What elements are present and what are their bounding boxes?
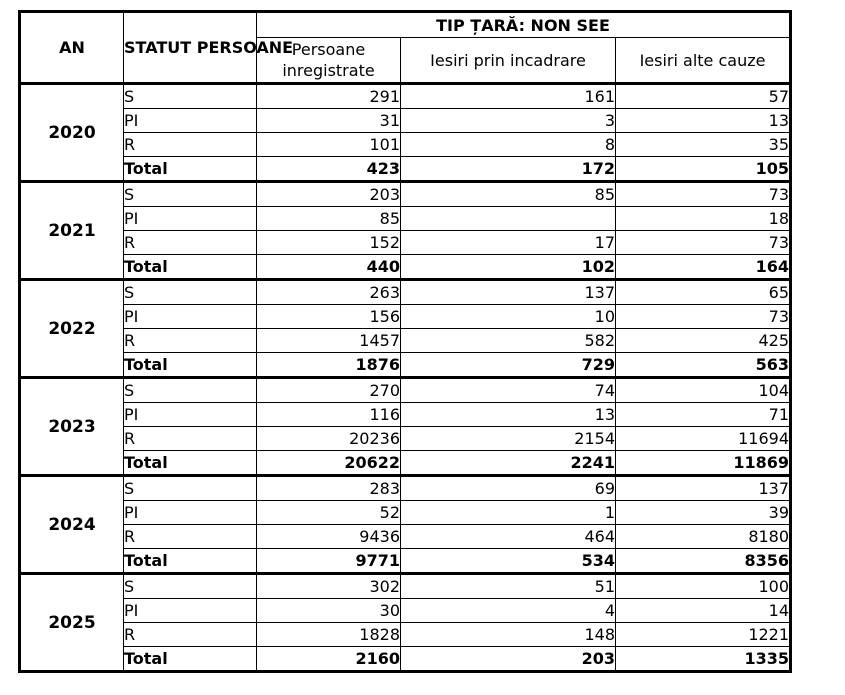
other-exits-cell: 11869 bbox=[616, 451, 791, 476]
table-row bbox=[20, 109, 791, 133]
status-cell: S bbox=[124, 378, 257, 403]
registered-cell: 152 bbox=[257, 231, 401, 255]
table-row bbox=[20, 403, 791, 427]
employment-exits-cell: 582 bbox=[401, 329, 616, 353]
registered-cell: 156 bbox=[257, 305, 401, 329]
registered-cell: 291 bbox=[257, 84, 401, 109]
other-exits-cell: 39 bbox=[616, 501, 791, 525]
registered-cell: 1457 bbox=[257, 329, 401, 353]
employment-exits-cell: 51 bbox=[401, 574, 616, 599]
registered-cell: 2160 bbox=[257, 647, 401, 672]
year-cell: 2023 bbox=[20, 378, 124, 476]
status-cell: R bbox=[124, 133, 257, 157]
statistics-table bbox=[18, 10, 792, 673]
employment-exits-cell: 148 bbox=[401, 623, 616, 647]
status-cell: R bbox=[124, 623, 257, 647]
registered-cell: 302 bbox=[257, 574, 401, 599]
status-cell: PI bbox=[124, 599, 257, 623]
other-exits-cell: 35 bbox=[616, 133, 791, 157]
status-cell: Total bbox=[124, 549, 257, 574]
table-total-row bbox=[20, 647, 791, 672]
registered-cell: 283 bbox=[257, 476, 401, 501]
table-row bbox=[20, 525, 791, 549]
other-exits-cell: 164 bbox=[616, 255, 791, 280]
status-cell: PI bbox=[124, 403, 257, 427]
year-cell: 2021 bbox=[20, 182, 124, 280]
other-exits-cell: 18 bbox=[616, 207, 791, 231]
table-row bbox=[20, 574, 791, 599]
table-row bbox=[20, 305, 791, 329]
registered-cell: 440 bbox=[257, 255, 401, 280]
employment-exits-cell: 85 bbox=[401, 182, 616, 207]
employment-exits-cell: 2241 bbox=[401, 451, 616, 476]
registered-cell: 1828 bbox=[257, 623, 401, 647]
header-other-exits: Iesiri alte cauze bbox=[616, 38, 791, 84]
other-exits-cell: 8356 bbox=[616, 549, 791, 574]
registered-cell: 101 bbox=[257, 133, 401, 157]
registered-cell: 52 bbox=[257, 501, 401, 525]
table-row bbox=[20, 207, 791, 231]
table-row bbox=[20, 378, 791, 403]
other-exits-cell: 563 bbox=[616, 353, 791, 378]
header-an: AN bbox=[20, 12, 124, 84]
status-cell: R bbox=[124, 231, 257, 255]
employment-exits-cell: 729 bbox=[401, 353, 616, 378]
other-exits-cell: 14 bbox=[616, 599, 791, 623]
status-cell: Total bbox=[124, 647, 257, 672]
other-exits-cell: 73 bbox=[616, 182, 791, 207]
table-row bbox=[20, 182, 791, 207]
employment-exits-cell: 13 bbox=[401, 403, 616, 427]
employment-exits-cell bbox=[401, 207, 616, 231]
employment-exits-cell: 69 bbox=[401, 476, 616, 501]
status-cell: Total bbox=[124, 451, 257, 476]
registered-cell: 1876 bbox=[257, 353, 401, 378]
status-cell: R bbox=[124, 525, 257, 549]
status-cell: PI bbox=[124, 207, 257, 231]
table-row bbox=[20, 133, 791, 157]
table-row bbox=[20, 476, 791, 501]
other-exits-cell: 137 bbox=[616, 476, 791, 501]
table-row bbox=[20, 623, 791, 647]
registered-cell: 9771 bbox=[257, 549, 401, 574]
table-total-row bbox=[20, 353, 791, 378]
table-body bbox=[20, 84, 791, 672]
status-cell: Total bbox=[124, 255, 257, 280]
employment-exits-cell: 137 bbox=[401, 280, 616, 305]
registered-cell: 85 bbox=[257, 207, 401, 231]
registered-cell: 9436 bbox=[257, 525, 401, 549]
table-row bbox=[20, 84, 791, 109]
table-row bbox=[20, 501, 791, 525]
other-exits-cell: 73 bbox=[616, 305, 791, 329]
table-total-row bbox=[20, 255, 791, 280]
status-cell: PI bbox=[124, 501, 257, 525]
other-exits-cell: 104 bbox=[616, 378, 791, 403]
status-cell: S bbox=[124, 476, 257, 501]
employment-exits-cell: 464 bbox=[401, 525, 616, 549]
registered-cell: 20236 bbox=[257, 427, 401, 451]
other-exits-cell: 1221 bbox=[616, 623, 791, 647]
employment-exits-cell: 4 bbox=[401, 599, 616, 623]
other-exits-cell: 105 bbox=[616, 157, 791, 182]
table-total-row bbox=[20, 157, 791, 182]
other-exits-cell: 73 bbox=[616, 231, 791, 255]
other-exits-cell: 425 bbox=[616, 329, 791, 353]
employment-exits-cell: 74 bbox=[401, 378, 616, 403]
year-cell: 2024 bbox=[20, 476, 124, 574]
employment-exits-cell: 203 bbox=[401, 647, 616, 672]
status-cell: Total bbox=[124, 353, 257, 378]
registered-cell: 31 bbox=[257, 109, 401, 133]
employment-exits-cell: 1 bbox=[401, 501, 616, 525]
employment-exits-cell: 3 bbox=[401, 109, 616, 133]
employment-exits-cell: 172 bbox=[401, 157, 616, 182]
table-row bbox=[20, 599, 791, 623]
registered-cell: 270 bbox=[257, 378, 401, 403]
status-cell: S bbox=[124, 574, 257, 599]
status-cell: Total bbox=[124, 157, 257, 182]
status-cell: S bbox=[124, 84, 257, 109]
employment-exits-cell: 8 bbox=[401, 133, 616, 157]
year-cell: 2025 bbox=[20, 574, 124, 672]
registered-cell: 116 bbox=[257, 403, 401, 427]
table-row bbox=[20, 280, 791, 305]
registered-cell: 20622 bbox=[257, 451, 401, 476]
registered-cell: 263 bbox=[257, 280, 401, 305]
status-cell: PI bbox=[124, 109, 257, 133]
status-cell: S bbox=[124, 182, 257, 207]
employment-exits-cell: 102 bbox=[401, 255, 616, 280]
table-row bbox=[20, 329, 791, 353]
other-exits-cell: 100 bbox=[616, 574, 791, 599]
registered-cell: 203 bbox=[257, 182, 401, 207]
other-exits-cell: 11694 bbox=[616, 427, 791, 451]
other-exits-cell: 57 bbox=[616, 84, 791, 109]
employment-exits-cell: 17 bbox=[401, 231, 616, 255]
header-statut: STATUT PERSOANE bbox=[124, 12, 257, 84]
header-group-title: TIP ȚARĂ: NON SEE bbox=[257, 12, 791, 38]
other-exits-cell: 13 bbox=[616, 109, 791, 133]
header-registered: Persoane inregistrate bbox=[257, 38, 401, 84]
other-exits-cell: 8180 bbox=[616, 525, 791, 549]
table-row bbox=[20, 427, 791, 451]
header-employment-exits: Iesiri prin incadrare bbox=[401, 38, 616, 84]
employment-exits-cell: 10 bbox=[401, 305, 616, 329]
table-total-row bbox=[20, 549, 791, 574]
year-cell: 2022 bbox=[20, 280, 124, 378]
status-cell: S bbox=[124, 280, 257, 305]
employment-exits-cell: 2154 bbox=[401, 427, 616, 451]
other-exits-cell: 1335 bbox=[616, 647, 791, 672]
registered-cell: 30 bbox=[257, 599, 401, 623]
other-exits-cell: 65 bbox=[616, 280, 791, 305]
registered-cell: 423 bbox=[257, 157, 401, 182]
employment-exits-cell: 161 bbox=[401, 84, 616, 109]
other-exits-cell: 71 bbox=[616, 403, 791, 427]
status-cell: PI bbox=[124, 305, 257, 329]
status-cell: R bbox=[124, 427, 257, 451]
year-cell: 2020 bbox=[20, 84, 124, 182]
table-header bbox=[20, 12, 791, 84]
status-cell: R bbox=[124, 329, 257, 353]
table-total-row bbox=[20, 451, 791, 476]
table-row bbox=[20, 231, 791, 255]
employment-exits-cell: 534 bbox=[401, 549, 616, 574]
